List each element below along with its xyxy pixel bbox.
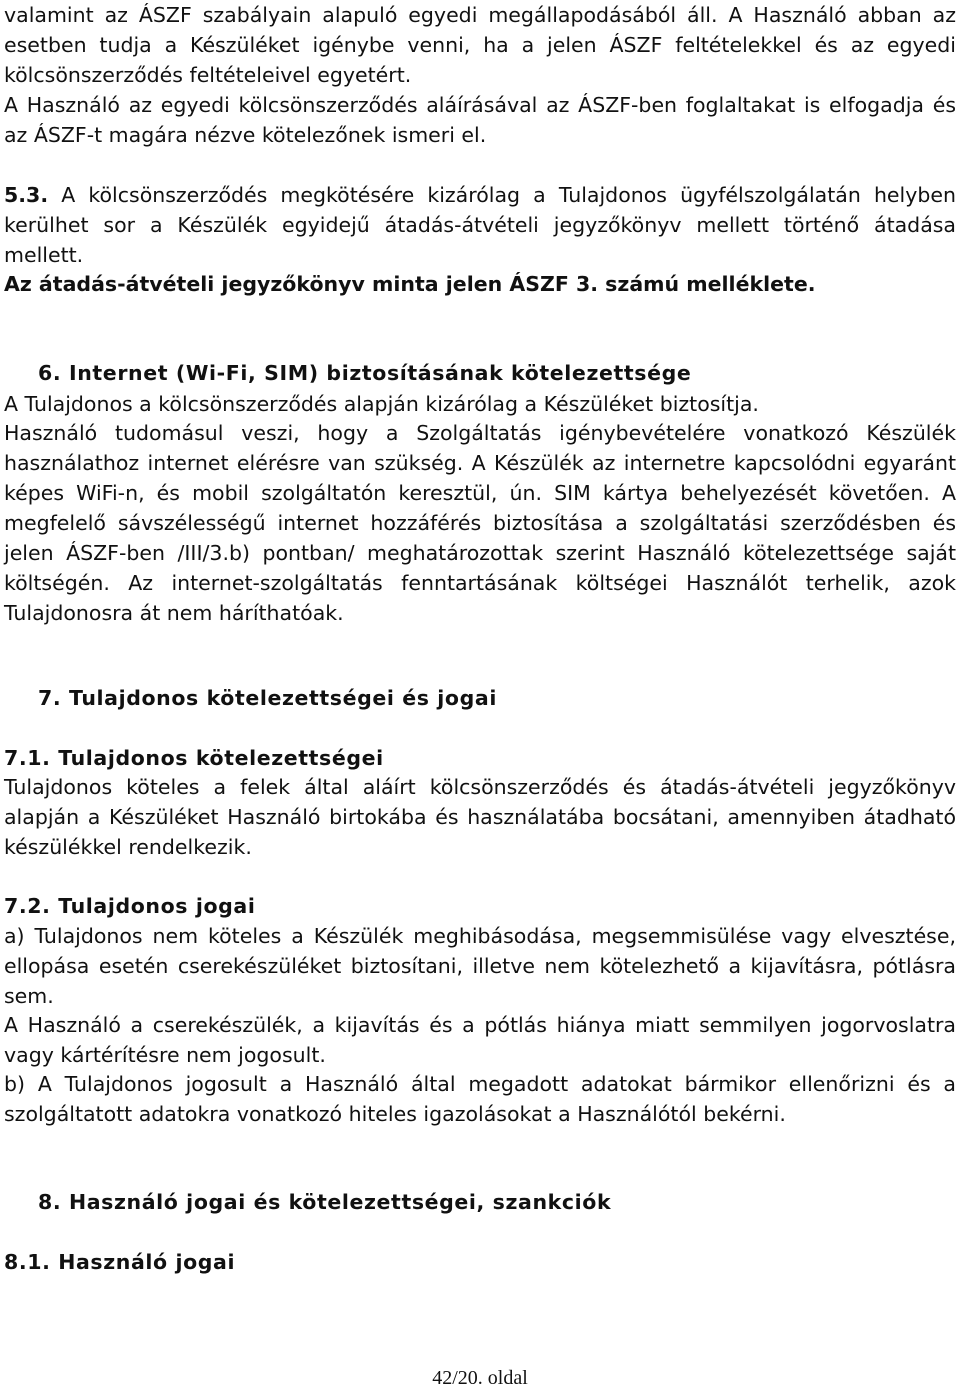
paragraph-5-3-text: A kölcsönszerződés megkötésére kizárólag a Tulajdonos ügyfélszolgálatán helyben kerülhet sor a Készülék egyidejű átadás-átvételi jegyzőkönyv mellett történő átadása mellett. xyxy=(4,183,956,267)
heading-section-7: 7. Tulajdonos kötelezettségei és jogai xyxy=(38,686,497,710)
paragraph-signature-acceptance: A Használó az egyedi kölcsönszerződés aláírásával az ÁSZF-ben foglaltakat is elfogadja és az ÁSZF-t magára nézve kötelezőnek ismeri el. xyxy=(4,93,956,147)
heading-section-8: 8. Használó jogai és kötelezettségei, szankciók xyxy=(38,1190,612,1214)
heading-section-7-1: 7.1. Tulajdonos kötelezettségei xyxy=(4,746,384,770)
heading-section-7-2: 7.2. Tulajdonos jogai xyxy=(4,894,256,918)
paragraph-owner-obligations: Tulajdonos köteles a felek által aláírt kölcsönszerződés és átadás-átvételi jegyzőkönyv alapján a Készüléket Használó birtokába és használatába bocsátani, amennyiben átadható készülékkel rendelkezik. xyxy=(4,775,956,859)
heading-section-8-1: 8.1. Használó jogai xyxy=(4,1250,236,1274)
paragraph-internet-access: Használó tudomásul veszi, hogy a Szolgáltatás igénybevételére vonatkozó Készülék használathoz internet elérésre van szükség. A Készülék az internetre kapcsolódni egyaránt képes WiFi-n, és mobil szolgáltatón keresztül, ún. SIM kártya behelyezését követően. A megfelelő sávszélességű internet hozzáférés biztosítása a szolgáltatási szerződésben és jelen ÁSZF-ben /III/3.b) pontban/ meghatározottak szerint Használó kötelezettsége saját költségén. Az internet-szolgáltatás fenntartásának költségei Használót terhelik, azok Tulajdonosra át nem háríthatóak. xyxy=(4,421,956,625)
paragraph-data-verification: b) A Tulajdonos jogosult a Használó által megadott adatokat bármikor ellenőrizni és a szolgáltatott adatokra vonatkozó hiteles igazolásokat a Használótól bekérni. xyxy=(4,1072,956,1126)
paragraph-no-remedy: A Használó a cserekészülék, a kijavítás és a pótlás hiánya miatt semmilyen jogorvoslatra vagy kártérítésre nem jogosult. xyxy=(4,1013,956,1067)
section-number-5-3: 5.3. xyxy=(4,183,49,207)
page-number-footer: 42/20. oldal xyxy=(432,1367,528,1389)
paragraph-no-replacement: a) Tulajdonos nem köteles a Készülék meghibásodása, megsemmisülése vagy elvesztése, ellopása esetén cserekészüléket biztosítani, illetve nem kötelezhető a kijavításra, pótlásra sem. xyxy=(4,924,956,1008)
paragraph-owner-provides-device: A Tulajdonos a kölcsönszerződés alapján kizárólag a Készüléket biztosítja. xyxy=(4,392,759,416)
paragraph-aszf-agreement: valamint az ÁSZF szabályain alapuló egyedi megállapodásából áll. A Használó abban az esetben tudja a Készüléket igénybe venni, ha a jelen ÁSZF feltételekkel és az egyedi kölcsönszerződés feltételeivel egyetért. xyxy=(4,3,956,87)
heading-section-6: 6. Internet (Wi-Fi, SIM) biztosításának kötelezettsége xyxy=(38,361,692,385)
paragraph-5-3 xyxy=(4,180,956,270)
paragraph-handover-template: Az átadás-átvételi jegyzőkönyv minta jelen ÁSZF 3. számú melléklete. xyxy=(4,272,816,296)
